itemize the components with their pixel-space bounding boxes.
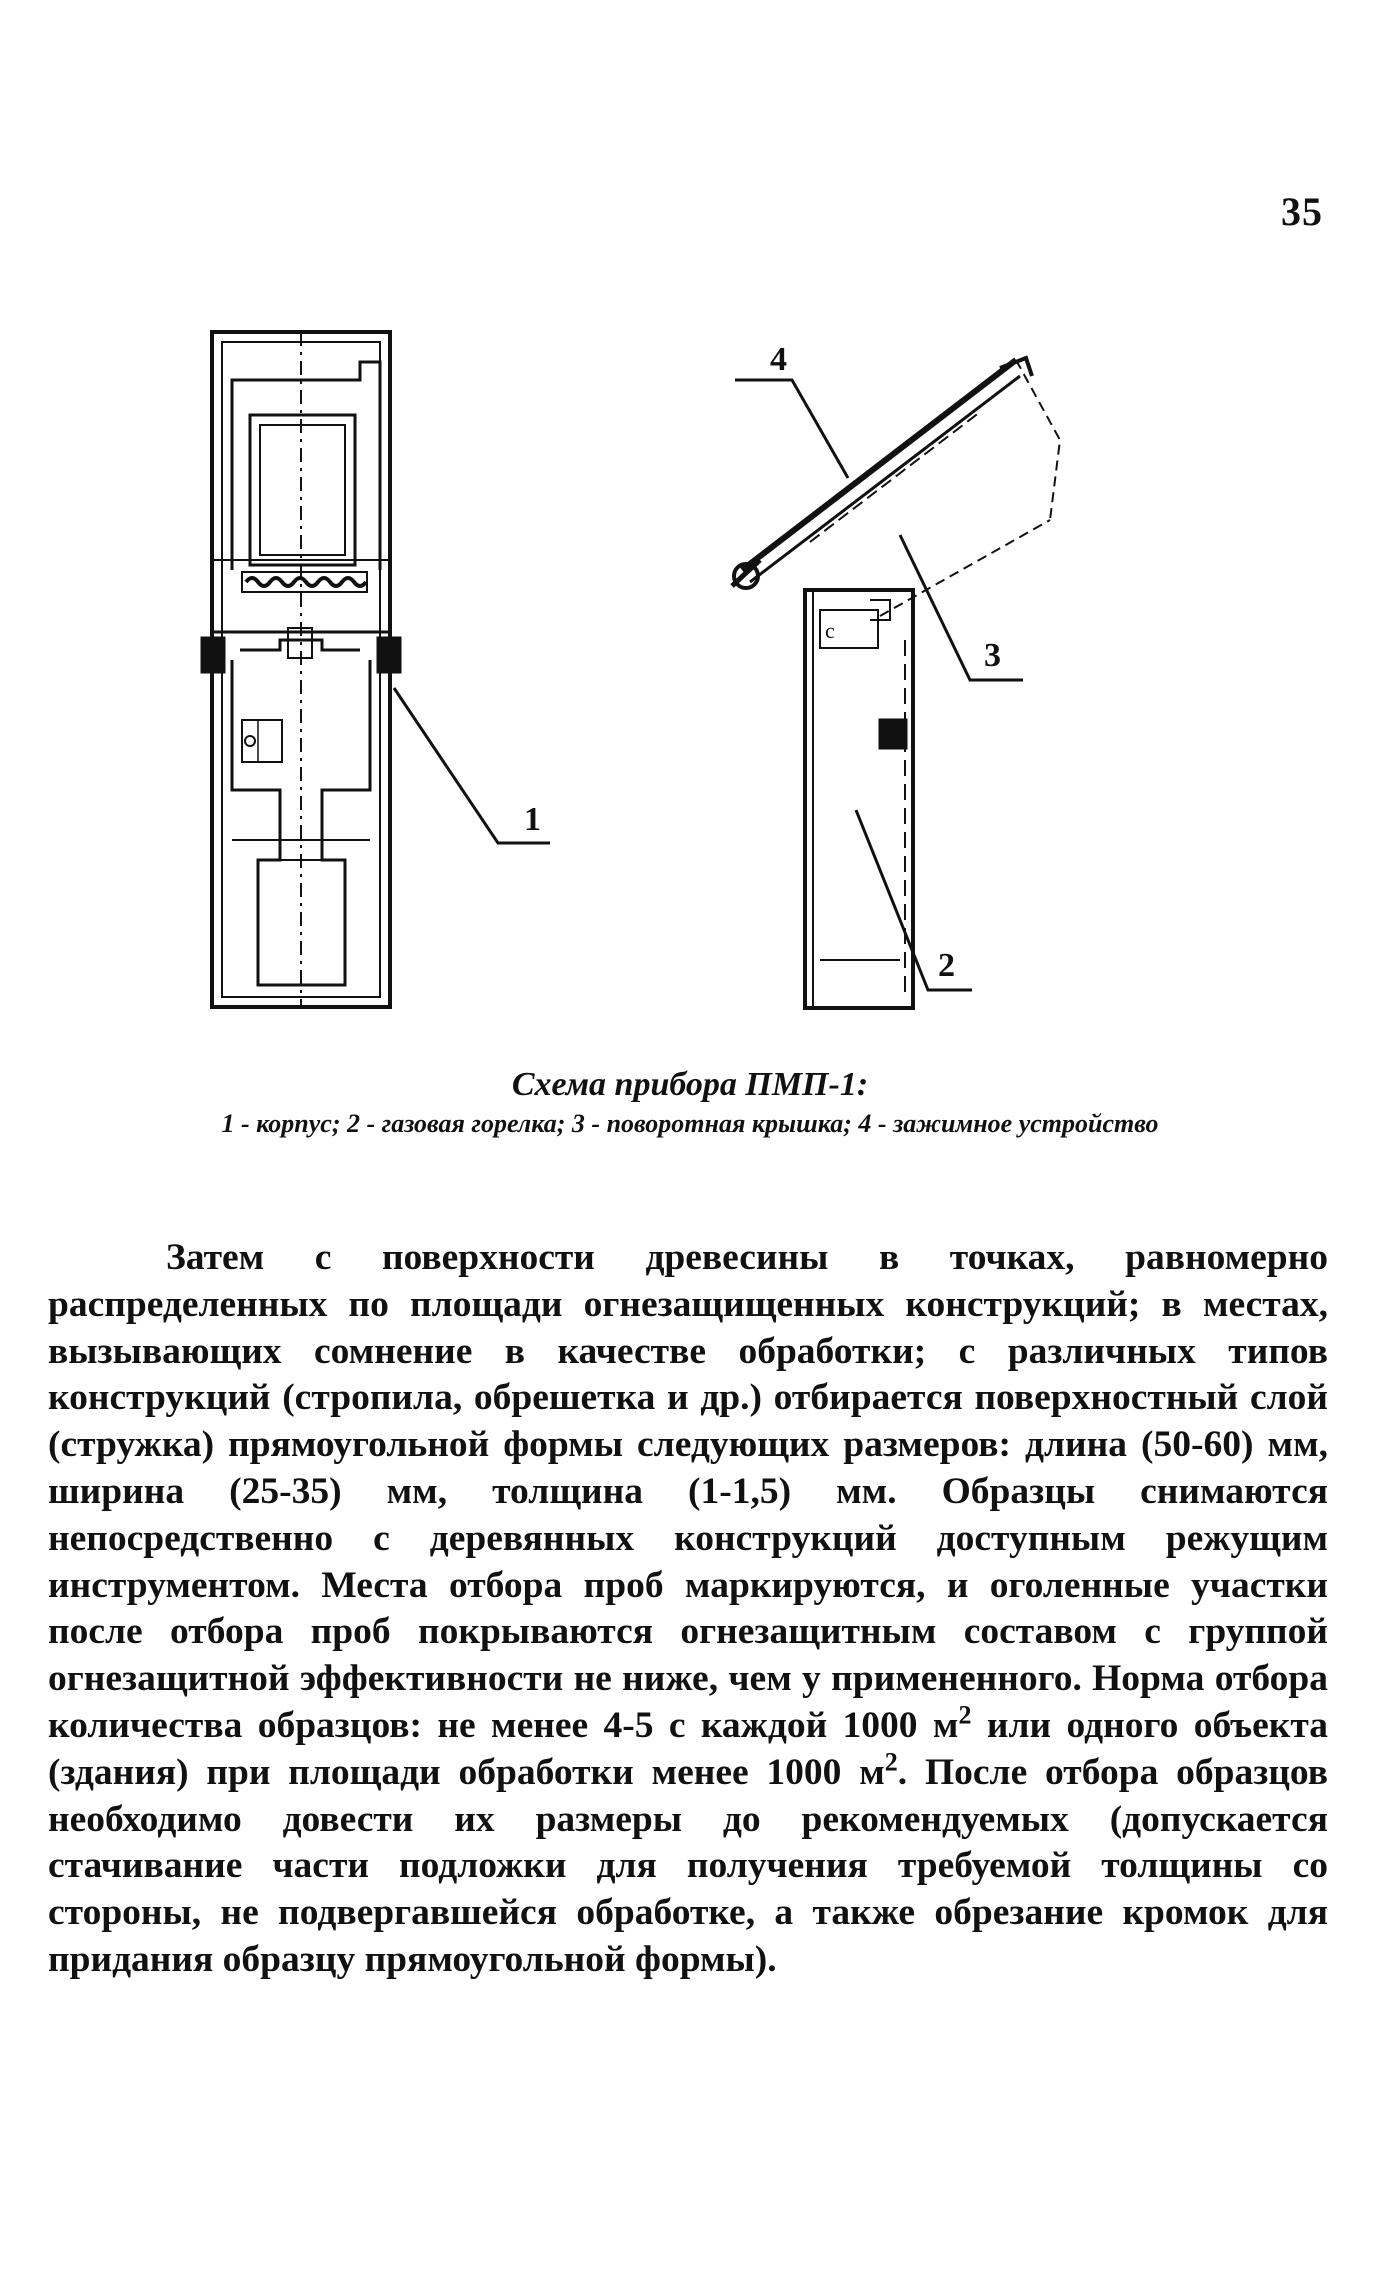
callout-1: 1 <box>524 801 541 838</box>
text-part-2: или одного объекта (здания) при площади обработки менее 1000 м <box>48 1704 1329 1793</box>
caption-title: Схема прибора ПМП-1: <box>511 1066 869 1103</box>
page-number: 35 <box>1281 189 1323 234</box>
front-view <box>202 332 400 1007</box>
text-part-1: Затем с поверхности древесины в точках, равномерно распределенных по площади огнезащищенных конструкций; в местах, вызывающих сомнение в качестве обработки; с различных типов конструкций (стропила, обрешетка и др.) отбирается поверхностный слой (стружка) прямоугольной формы следующих размеров: длина (50-60) мм, ширина (25-35) мм, толщина (1-1,5) мм. Образцы снимаются непосредственно с деревянных конструкций доступным режущим инструментом. Места отбора проб маркируются, и оголенные участки после отбора проб покрываются огнезащитным составом с группой огнезащитной эффективности не ниже, чем у примененного. Норма отбора количества образцов: не менее 4-5 с каждой 1000 м <box>48 1237 1328 1746</box>
body-paragraph <box>48 1235 1328 1984</box>
callout-2: 2 <box>938 947 955 984</box>
callout-3: 3 <box>984 637 1001 674</box>
superscript-2: 2 <box>884 1747 898 1777</box>
inner-label-c: c <box>825 618 835 643</box>
paragraph <box>48 1235 1328 1984</box>
caption-legend: 1 - корпус; 2 - газовая горелка; 3 - поворотная крышка; 4 - зажимное устройство <box>221 1109 1159 1138</box>
figure-caption <box>110 1063 1270 1141</box>
superscript-1: 2 <box>958 1700 972 1730</box>
pmp1-scheme-drawing <box>180 320 1200 1040</box>
text-part-3: . После отбора образцов необходимо довести их размеры до рекомендуемых (допускается стачивание части подложки для получения требуемой толщины со стороны, не подвергавшейся обработке, а также обрезание кромок для придания образцу прямоугольной формы). <box>48 1751 1328 1980</box>
device-diagram <box>180 320 1200 1040</box>
callout-4: 4 <box>770 341 787 378</box>
